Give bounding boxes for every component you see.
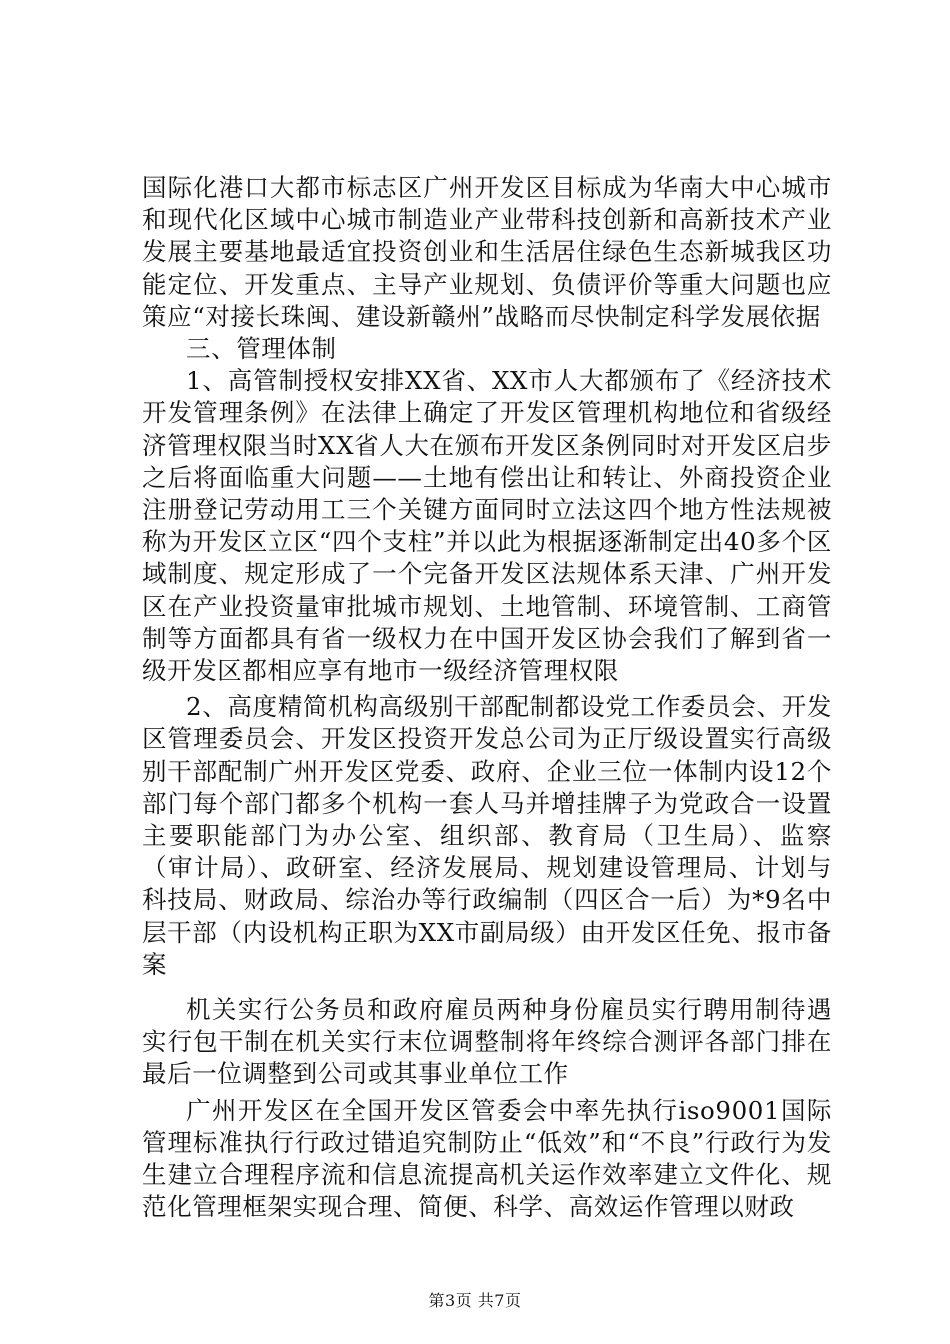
paragraph-development-goals: 国际化港口大都市标志区广州开发区目标成为华南大中心城市和现代化区域中心城市制造业产业带科技创新和高新技术产业发展主要基地最适宜投资创业和生活居住绿色生态新城我区功能定位、开发重点、主导产业规划、负债评价等重大问题也应策应“对接长珠闽、建设新赣州”战略而尽快制定科学发展依据	[142, 173, 832, 331]
paragraph-civil-servants: 机关实行公务员和政府雇员两种身份雇员实行聘用制待遇实行包干制在机关实行末位调整制将年终综合测评各部门排在最后一位调整到公司或其事业单位工作	[142, 995, 832, 1089]
paragraph-streamlined-institutions: 2、高度精简机构高级别干部配制都设党工作委员会、开发区管理委员会、开发区投资开发总公司为正厅级设置实行高级别干部配制广州开发区党委、政府、企业三位一体制内设12个部门每个部门都多个机构一套人马并增挂牌子为党政合一设置主要职能部门为办公室、组织部、教育局（卫生局）、监察（审计局）、政研室、经济发展局、规划建设管理局、计划与科技局、财政局、综治办等行政编制（四区合一后）为*9名中层干部（内设机构正职为XX市副局级）由开发区任免、报市备案	[142, 692, 832, 979]
section-heading-management-system: 三、管理体制	[186, 334, 337, 364]
page-number-footer: 第3页 共7页	[428, 1291, 522, 1310]
document-body	[142, 172, 832, 1224]
paragraph-iso9001: 广州开发区在全国开发区管委会中率先执行iso9001国际管理标准执行行政过错追究制防止“低效”和“不良”行政行为发生建立合理程序流和信息流提高机关运作效率建立文件化、规范化管理框架实现合理、简便、科学、高效运作管理以财政	[142, 1095, 832, 1222]
paragraph-authorization: 1、高管制授权安排XX省、XX市人大都颁布了《经济技术开发管理条例》在法律上确定了开发区管理机构地位和省级经济管理权限当时XX省人大在颁布开发区条例同时对开发区启步之后将面临重大问题——土地有偿出让和转让、外商投资企业注册登记劳动用工三个关键方面同时立法这四个地方性法规被称为开发区立区“四个支柱”并以此为根据逐渐制定出40多个区域制度、规定形成了一个完备开发区法规体系天津、广州开发区在产业投资量审批城市规划、土地管制、环境管制、工商管制等方面都具有省一级权力在中国开发区协会我们了解到省一级开发区都相应享有地市一级经济管理权限	[142, 366, 832, 686]
